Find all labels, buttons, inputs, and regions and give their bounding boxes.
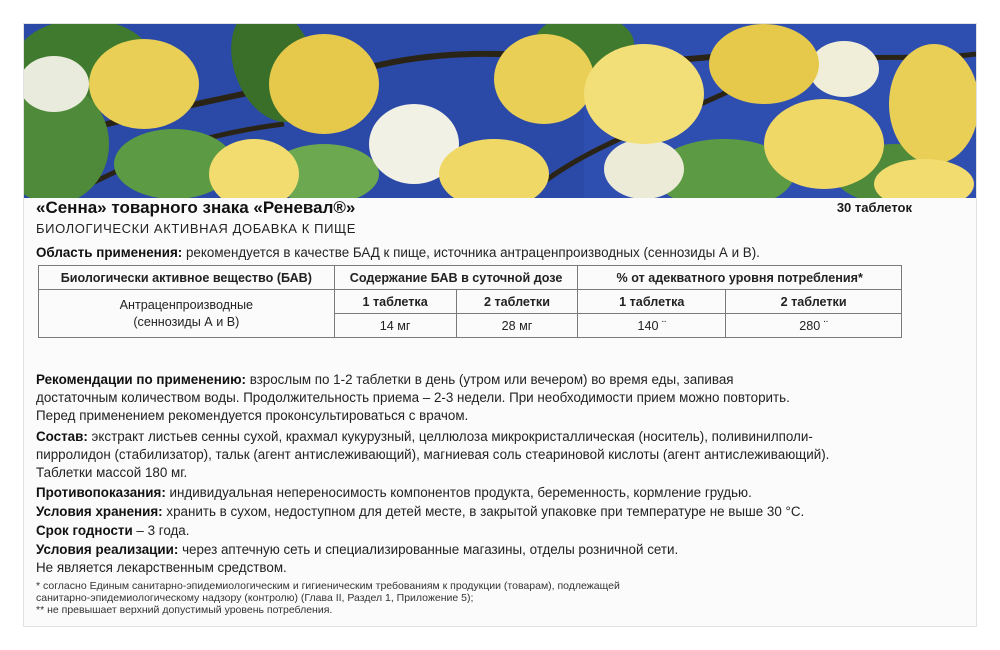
subheader-content-1: 1 таблетка bbox=[334, 290, 456, 314]
storage-label: Условия хранения: bbox=[36, 504, 163, 519]
recommend-line-1 bbox=[36, 371, 734, 389]
bav-table bbox=[38, 265, 902, 338]
flower-painting-banner bbox=[24, 24, 976, 198]
sale-text: через аптечную сеть и специализированные магазины, отделы розничной сети. bbox=[178, 542, 679, 557]
subheader-content-2: 2 таблетки bbox=[456, 290, 578, 314]
application-area-label: Область применения: bbox=[36, 245, 183, 260]
not-medicine-note: Не является лекарственным средством. bbox=[36, 560, 287, 575]
substance-detail: (сеннозиды А и В) bbox=[133, 314, 240, 329]
header-substance: Биологически активное вещество (БАВ) bbox=[39, 266, 335, 290]
substance-name: Антраценпроизводные bbox=[119, 297, 254, 312]
application-area bbox=[36, 244, 760, 262]
value-percent-2: 280 ¨ bbox=[726, 314, 902, 338]
header-content: Содержание БАВ в суточной дозе bbox=[334, 266, 578, 290]
storage-conditions bbox=[36, 503, 804, 521]
subheader-percent-1: 1 таблетка bbox=[578, 290, 726, 314]
footnote-2: ** не превышает верхний допустимый уровень потребления. bbox=[36, 604, 333, 616]
recommend-line-3: Перед применением рекомендуется проконсультироваться с врачом. bbox=[36, 408, 469, 423]
footnote-1b: санитарно-эпидемиологическому надзору (контролю) (Глава II, Раздел 1, Приложение 5); bbox=[36, 592, 474, 604]
product-title: «Сенна» товарного знака «Реневал®» bbox=[36, 198, 356, 217]
application-area-text: рекомендуется в качестве БАД к пище, источника антраценпроизводных (сеннозиды А и В). bbox=[182, 245, 760, 260]
shelf-label: Срок годности bbox=[36, 523, 133, 538]
recommend-line-2: достаточным количеством воды. Продолжительность приема – 2-3 недели. При необходимости прием можно повторить. bbox=[36, 390, 790, 405]
header-percent: % от адекватного уровня потребления* bbox=[578, 266, 902, 290]
title-row bbox=[36, 198, 916, 220]
composition-line-2: пирролидон (стабилизатор), тальк (агент антислеживающий), магниевая соль стеариновой кислоты (агент антислеживающий). bbox=[36, 447, 830, 462]
contraindications bbox=[36, 484, 752, 502]
composition-line-3: Таблетки массой 180 мг. bbox=[36, 465, 188, 480]
shelf-life bbox=[36, 522, 189, 540]
value-content-2: 28 мг bbox=[456, 314, 578, 338]
composition-text-1: экстракт листьев сенны сухой, крахмал кукурузный, целлюлоза микрокристаллическая (носитель), поливинилполи- bbox=[87, 429, 813, 444]
shelf-text: – 3 года. bbox=[132, 523, 190, 538]
contra-text: индивидуальная непереносимость компонентов продукта, беременность, кормление грудью. bbox=[165, 485, 752, 500]
value-percent-1: 140 ¨ bbox=[578, 314, 726, 338]
value-content-1: 14 мг bbox=[334, 314, 456, 338]
recommend-text-1: взрослым по 1-2 таблетки в день (утром или вечером) во время еды, запивая bbox=[245, 372, 734, 387]
storage-text: хранить в сухом, недоступном для детей месте, в закрытой упаковке при температуре не выше 30 °С. bbox=[162, 504, 805, 519]
footnote-1a: * согласно Единым санитарно-эпидемиологическим и гигиеническим требованиям к продукции (товарам), подлежащей bbox=[36, 580, 620, 592]
contra-label: Противопоказания: bbox=[36, 485, 166, 500]
recommend-label: Рекомендации по применению: bbox=[36, 372, 246, 387]
product-subtitle: БИОЛОГИЧЕСКИ АКТИВНАЯ ДОБАВКА К ПИЩЕ bbox=[36, 221, 357, 236]
composition-line-1 bbox=[36, 428, 813, 446]
sale-label: Условия реализации: bbox=[36, 542, 179, 557]
composition-label: Состав: bbox=[36, 429, 88, 444]
subheader-percent-2: 2 таблетки bbox=[726, 290, 902, 314]
tablet-count: 30 таблеток bbox=[836, 200, 912, 215]
substance-cell bbox=[39, 290, 335, 338]
sale-conditions bbox=[36, 541, 678, 559]
